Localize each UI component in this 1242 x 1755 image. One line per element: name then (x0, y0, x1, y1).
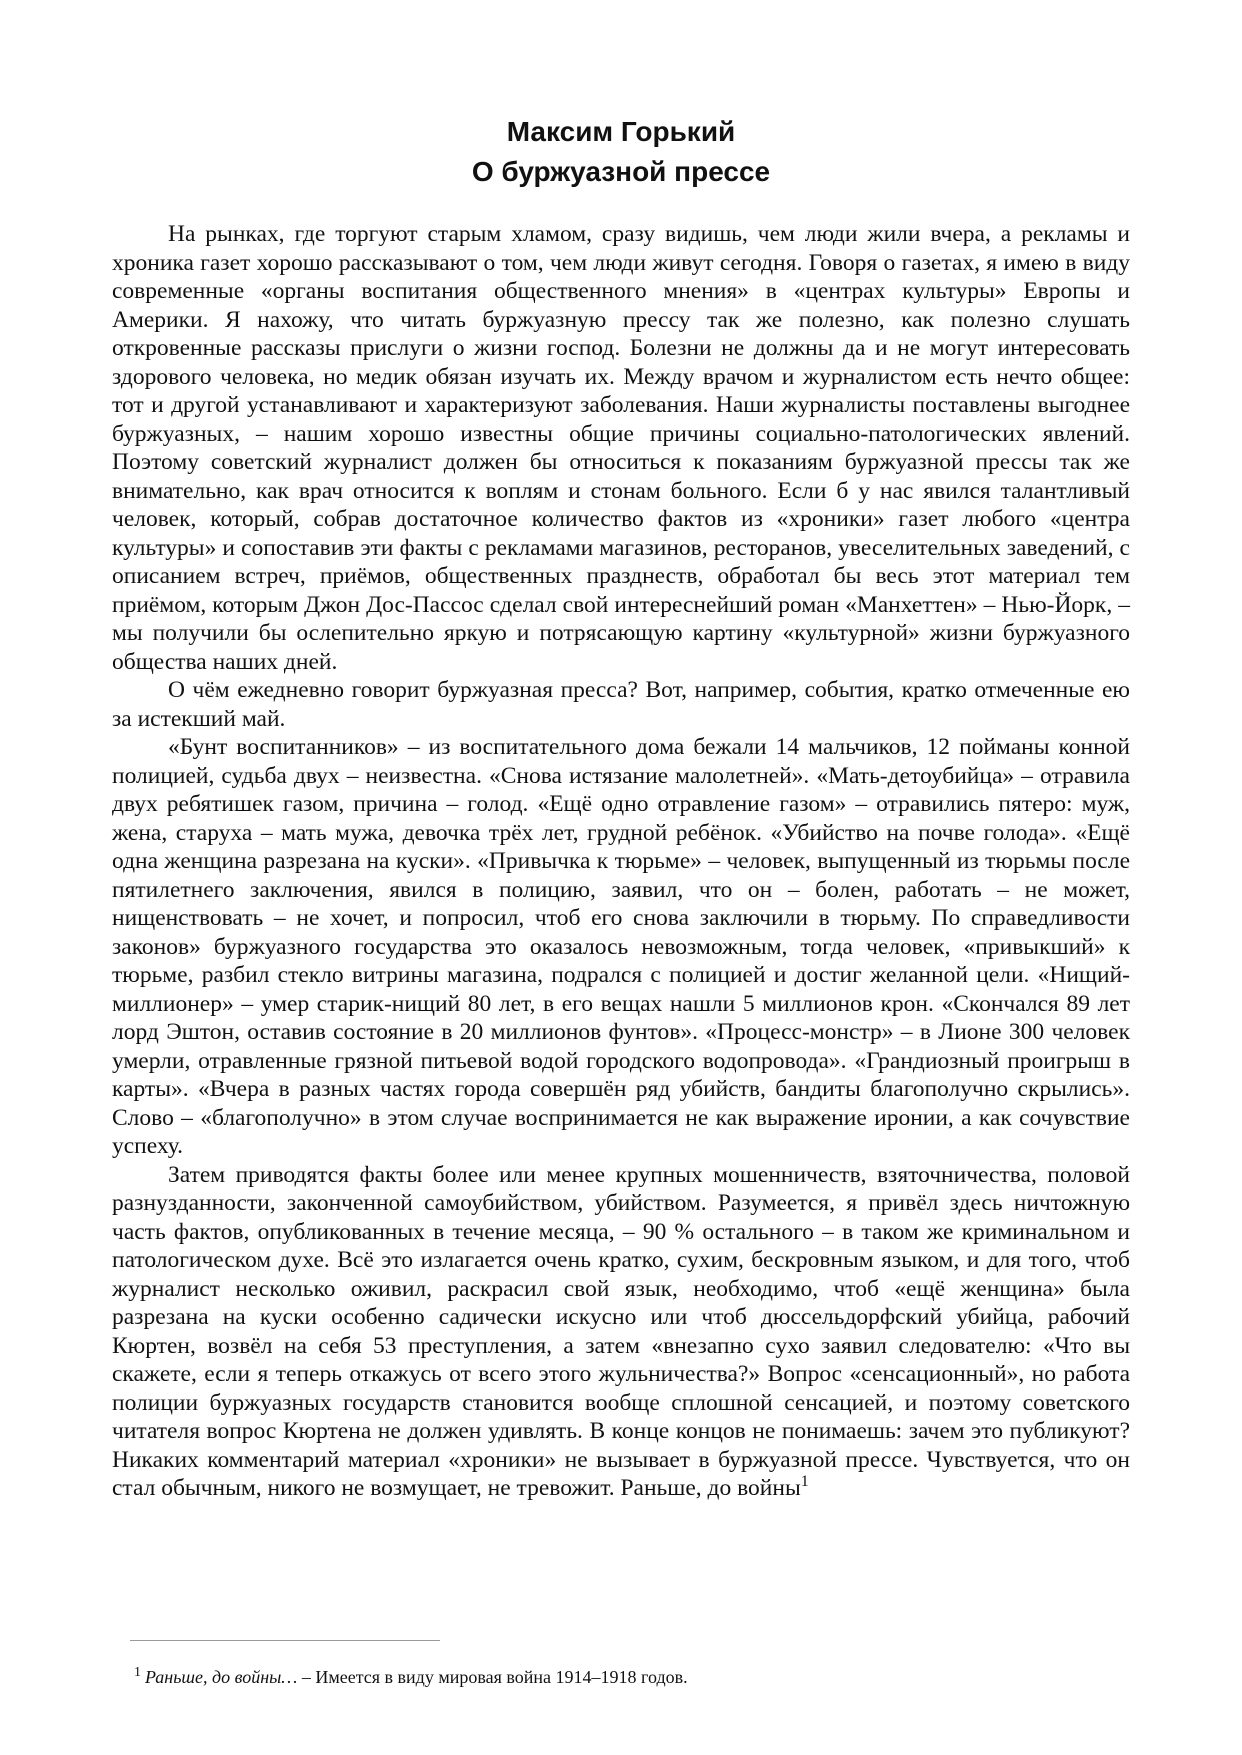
footnote-number: 1 (134, 1665, 141, 1680)
paragraph: На рынках, где торгуют старым хламом, сразу видишь, чем люди жили вчера, а рекламы и хроника газет хорошо рассказывают о том, чем люди живут сегодня. Говоря о газетах, я имею в виду современные «органы воспитания общественного мнения» в «центрах культуры» Европы и Америки. Я нахожу, что читать буржуазную прессу так же полезно, как полезно слушать откровенные рассказы прислуги о жизни господ. Болезни не должны да и не могут интересовать здорового человека, но медик обязан изучать их. Между врачом и журналистом есть нечто общее: тот и другой устанавливают и характеризуют заболевания. Наши журналисты поставлены выгоднее буржуазных, – нашим хорошо известны общие причины социально-патологических явлений. Поэтому советский журналист должен бы относиться к показаниям буржуазной прессы так же внимательно, как врач относится к воплям и стонам больного. Если б у нас явился талантливый человек, который, собрав достаточное количество фактов из «хроники» газет любого «центра культуры» и сопоставив эти факты с рекламами магазинов, ресторанов, увеселительных заведений, с описанием встреч, приёмов, общественных празднеств, обработал бы весь этот материал тем приёмом, которым Джон Дос-Пассос сделал свой интереснейший роман «Манхеттен» – Нью-Йорк, – мы получили бы ослепительно яркую и потрясающую картину «культурной» жизни буржуазного общества наших дней. (112, 221, 1130, 675)
paragraph-last (112, 1161, 1130, 1503)
footnote (134, 1665, 1124, 1689)
author-name: Максим Горький (506, 116, 736, 147)
footnote-text: – Имеется в виду мировая война 1914–1918 годов. (297, 1667, 688, 1687)
paragraph: О чём ежедневно говорит буржуазная пресса? Вот, например, события, кратко отмеченные ею за истекший май. (112, 677, 1130, 732)
footnote-term: Раньше, до войны… (145, 1667, 298, 1687)
footnote-reference[interactable]: 1 (800, 1473, 809, 1491)
document-page (112, 112, 1130, 1503)
paragraph-text: Затем приводятся факты более или менее крупных мошенничеств, взяточничества, половой разнузданности, законченной самоубийством, убийством. Разумеется, я привёл здесь ничтожную часть фактов, опубликованных в течение месяца, – 90 % остального – в таком же криминальном и патологическом духе. Всё это излагается очень кратко, сухим, бескровным языком, и для того, чтоб журналист несколько оживил, раскрасил свой язык, необходимо, чтоб «ещё женщина» была разрезана на куски особенно садически искусно или чтоб дюссельдорфский убийца, рабочий Кюртен, возвёл на себя 53 преступления, а затем «внезапно сухо заявил следователю: «Что вы скажете, если я теперь откажусь от всего этого жульничества?» Вопрос «сенсационный», но работа полиции буржуазных государств становится вообще сплошной сенсацией, и поэтому советского читателя вопрос Кюртена не должен удивлять. В конце концов не понимаешь: зачем это публикуют? Никаких комментарий материал «хроники» не вызывает в буржуазной прессе. Чувствуется, что он стал обычным, никого не возмущает, не тревожит. Раньше, до войны (112, 1161, 1130, 1501)
document-title: О буржуазной прессе (471, 156, 771, 187)
paragraph: «Бунт воспитанников» – из воспитательного дома бежали 14 мальчиков, 12 пойманы конной полицией, судьба двух – неизвестна. «Снова истязание малолетней». «Мать-детоубийца» – отравила двух ребятишек газом, причина – голод. «Ещё одно отравление газом» – отравились пятеро: муж, жена, старуха – мать мужа, девочка трёх лет, грудной ребёнок. «Убийство на почве голода». «Ещё одна женщина разрезана на куски». «Привычка к тюрьме» – человек, выпущенный из тюрьмы после пятилетнего заключения, явился в полицию, заявил, что он – болен, работать – не может, нищенствовать – не хочет, и попросил, чтоб его снова заключили в тюрьму. По справедливости законов» буржуазного государства это оказалось невозможным, тогда человек, «привыкший» к тюрьме, разбил стекло витрины магазина, подрался с полицией и достиг желанной цели. «Нищий-миллионер» – умер старик-нищий 80 лет, в его вещах нашли 5 миллионов крон. «Скончался 89 лет лорд Эштон, оставив состояние в 20 миллионов фунтов». «Процесс-монстр» – в Лионе 300 человек умерли, отравленные грязной питьевой водой городского водопровода». «Грандиозный проигрыш в карты». «Вчера в разных частях города совершён ряд убийств, бандиты благополучно скрылись». Слово – «благополучно» в этом случае воспринимается не как выражение иронии, а как сочувствие успеху. (112, 734, 1130, 1159)
document-header (112, 112, 1130, 192)
footnote-separator (130, 1640, 440, 1641)
document-body (112, 220, 1130, 1503)
